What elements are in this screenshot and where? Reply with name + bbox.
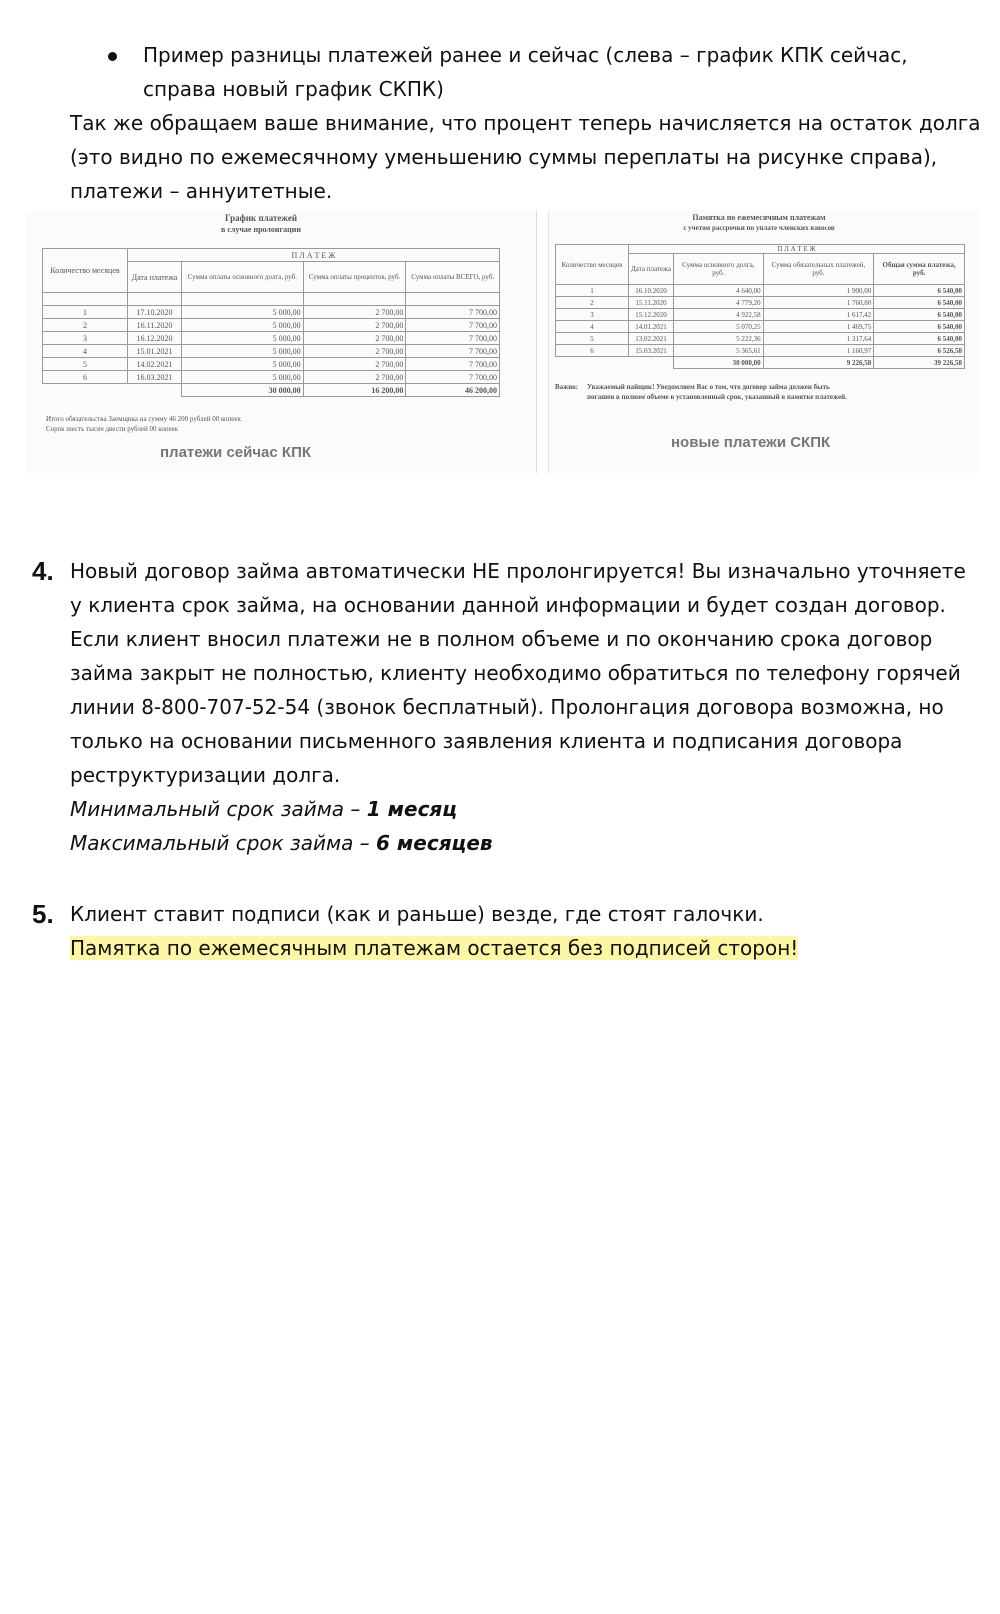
section-4-line-1: Новый договор займа автоматически НЕ пролонгируется! Вы изначально уточняете — [70, 559, 966, 583]
row-total: 7 700,00 — [406, 306, 500, 319]
total-sum: 39 226,58 — [874, 357, 965, 369]
row-interest: 2 700,00 — [303, 306, 406, 319]
row-total: 6 526,58 — [874, 345, 965, 357]
note-line-3: платежи – аннуитетные. — [70, 179, 333, 203]
row-number: 3 — [43, 332, 128, 345]
total-principal: 30 000,00 — [181, 384, 303, 397]
table-row — [43, 371, 500, 384]
row-date: 14.01.2021 — [629, 321, 674, 333]
row-total: 6 540,00 — [874, 321, 965, 333]
table-row — [43, 345, 500, 358]
row-total: 6 540,00 — [874, 285, 965, 297]
totals-row — [43, 384, 500, 397]
left-scan-title: График платежей — [224, 213, 298, 223]
min-term-label: Минимальный срок займа – — [70, 797, 367, 821]
row-principal: 4 640,00 — [673, 285, 763, 297]
left-header-date: Дата платежа — [128, 262, 182, 293]
row-date: 15.11.2020 — [629, 297, 674, 309]
row-mandatory: 1 900,00 — [763, 285, 874, 297]
section-5-line-1: Клиент ставит подписи (как и раньше) везде, где стоят галочки. — [70, 902, 764, 926]
note-line-1: Так же обращаем ваше внимание, что процент теперь начисляется на остаток долга — [70, 111, 981, 135]
table-row — [556, 309, 965, 321]
row-mandatory: 1 317,64 — [763, 333, 874, 345]
row-principal: 5 000,00 — [181, 371, 303, 384]
right-header-principal: Сумма основного долга, руб. — [673, 254, 763, 285]
left-header-group: П Л А Т Е Ж — [128, 249, 500, 262]
right-header-mandatory: Сумма обязательных платежей, руб. — [763, 254, 874, 285]
row-total: 7 700,00 — [406, 332, 500, 345]
bullet-text-line-1: Пример разницы платежей ранее и сейчас (слева – график КПК сейчас, — [143, 43, 908, 67]
right-header-count: Количество месяцев — [556, 245, 629, 285]
row-mandatory: 1 617,42 — [763, 309, 874, 321]
row-date: 16.03.2021 — [128, 371, 182, 384]
left-header-total: Сумма оплаты ВСЕГО, руб. — [406, 262, 500, 293]
row-date: 16.10.2020 — [629, 285, 674, 297]
right-schedule-table — [555, 244, 965, 369]
table-row — [43, 332, 500, 345]
right-header-date: Дата платежа — [629, 254, 674, 285]
row-principal: 5 000,00 — [181, 345, 303, 358]
left-scan-footer-2: Сорок шесть тысяч двести рублей 00 копеек — [46, 425, 179, 433]
row-number: 4 — [43, 345, 128, 358]
row-date: 16.11.2020 — [128, 319, 182, 332]
row-date: 14.02.2021 — [128, 358, 182, 371]
table-row — [556, 297, 965, 309]
max-term-value: 6 месяцев — [376, 831, 493, 855]
right-scan-notice-1: Уважаемый пайщик! Уведомляем Вас о том, что договор займа должен быть — [587, 383, 830, 391]
row-principal: 4 779,20 — [673, 297, 763, 309]
bullet-point-icon — [108, 52, 117, 61]
total-sum: 46 200,00 — [406, 384, 500, 397]
row-date: 15.03.2021 — [629, 345, 674, 357]
row-total: 7 700,00 — [406, 371, 500, 384]
table-row — [556, 345, 965, 357]
row-interest: 2 700,00 — [303, 358, 406, 371]
min-term-value: 1 месяц — [366, 797, 458, 821]
section-4-line-4: займа закрыт не полностью, клиенту необходимо обратиться по телефону горячей — [70, 661, 961, 685]
row-mandatory: 1 760,80 — [763, 297, 874, 309]
right-scan-title: Памятка по ежемесячным платежам — [692, 213, 826, 222]
row-principal: 5 070,25 — [673, 321, 763, 333]
left-scan-caption: платежи сейчас КПК — [160, 444, 312, 461]
row-date: 13.02.2021 — [629, 333, 674, 345]
row-number: 1 — [556, 285, 629, 297]
row-number: 2 — [556, 297, 629, 309]
min-loan-term — [70, 792, 457, 826]
left-schedule-table — [42, 248, 500, 397]
table-row — [556, 285, 965, 297]
row-mandatory: 1 160,97 — [763, 345, 874, 357]
row-number: 2 — [43, 319, 128, 332]
row-principal: 4 922,58 — [673, 309, 763, 321]
row-principal: 5 365,61 — [673, 345, 763, 357]
row-total: 6 540,00 — [874, 297, 965, 309]
row-number: 5 — [556, 333, 629, 345]
right-scan-notice-label: Важно: — [555, 383, 579, 391]
row-number: 3 — [556, 309, 629, 321]
right-scan-notice-2: погашен в полном объеме в установленный срок, указанный в памятке платежей. — [587, 393, 847, 401]
row-date: 15.12.2020 — [629, 309, 674, 321]
row-number: 1 — [43, 306, 128, 319]
row-interest: 2 700,00 — [303, 319, 406, 332]
note-line-2: (это видно по ежемесячному уменьшению суммы переплаты на рисунке справа), — [70, 145, 938, 169]
totals-row — [556, 357, 965, 369]
right-header-group: П Л А Т Е Ж — [629, 245, 965, 254]
section-4-number: 4. — [32, 556, 54, 586]
bullet-text-line-2: справа новый график СКПК) — [143, 77, 444, 101]
row-principal: 5 000,00 — [181, 358, 303, 371]
row-total: 6 540,00 — [874, 309, 965, 321]
row-number: 6 — [43, 371, 128, 384]
section-5-highlight-line — [70, 931, 798, 965]
left-scan-footer-1: Итого обязательства Заемщика на сумму 46 200 рублей 00 копеек — [46, 415, 241, 423]
section-5-number: 5. — [32, 899, 54, 929]
row-principal: 5 000,00 — [181, 332, 303, 345]
right-header-total: Общая сумма платежа, руб. — [874, 254, 965, 285]
row-mandatory: 1 469,75 — [763, 321, 874, 333]
section-4-line-2: у клиента срок займа, на основании данной информации и будет создан договор. — [70, 593, 946, 617]
right-scan-caption: новые платежи СКПК — [671, 434, 831, 451]
old-payment-schedule-image — [26, 211, 537, 473]
left-header-interest: Сумма оплаты процентов, руб. — [303, 262, 406, 293]
row-interest: 2 700,00 — [303, 332, 406, 345]
table-row — [43, 358, 500, 371]
right-scan-subtitle: с учетом рассрочки по уплате членских взносов — [683, 224, 835, 232]
left-header-count: Количество месяцев — [43, 249, 128, 293]
row-date: 16.12.2020 — [128, 332, 182, 345]
section-4-line-5: линии 8-800-707-52-54 (звонок бесплатный). Пролонгация договора возможна, но — [70, 695, 944, 719]
row-principal: 5 000,00 — [181, 319, 303, 332]
section-4-line-3: Если клиент вносил платежи не в полном объеме и по окончанию срока договор — [70, 627, 933, 651]
row-number: 4 — [556, 321, 629, 333]
table-row — [43, 306, 500, 319]
row-date: 17.10.2020 — [128, 306, 182, 319]
row-total: 7 700,00 — [406, 319, 500, 332]
highlighted-text: Памятка по ежемесячным платежам остается без подписей сторон! — [70, 936, 799, 960]
section-4-line-7: реструктуризации долга. — [70, 763, 341, 787]
new-payment-schedule-image — [548, 211, 979, 473]
row-principal: 5 222,36 — [673, 333, 763, 345]
row-total: 6 540,00 — [874, 333, 965, 345]
table-row — [556, 333, 965, 345]
row-number: 6 — [556, 345, 629, 357]
left-header-principal: Сумма оплаты основного долга, руб. — [181, 262, 303, 293]
row-principal: 5 000,00 — [181, 306, 303, 319]
total-interest: 16 200,00 — [303, 384, 406, 397]
section-4-line-6: только на основании письменного заявления клиента и подписания договора — [70, 729, 903, 753]
row-date: 15.01.2021 — [128, 345, 182, 358]
max-term-label: Максимальный срок займа – — [70, 831, 377, 855]
row-total: 7 700,00 — [406, 345, 500, 358]
row-number: 5 — [43, 358, 128, 371]
row-interest: 2 700,00 — [303, 345, 406, 358]
row-total: 7 700,00 — [406, 358, 500, 371]
table-row — [556, 321, 965, 333]
total-mandatory: 9 226,58 — [763, 357, 874, 369]
total-principal: 30 000,00 — [673, 357, 763, 369]
row-interest: 2 700,00 — [303, 371, 406, 384]
left-scan-subtitle: в случае пролонгации — [221, 225, 301, 234]
table-row — [43, 319, 500, 332]
max-loan-term — [70, 826, 493, 860]
